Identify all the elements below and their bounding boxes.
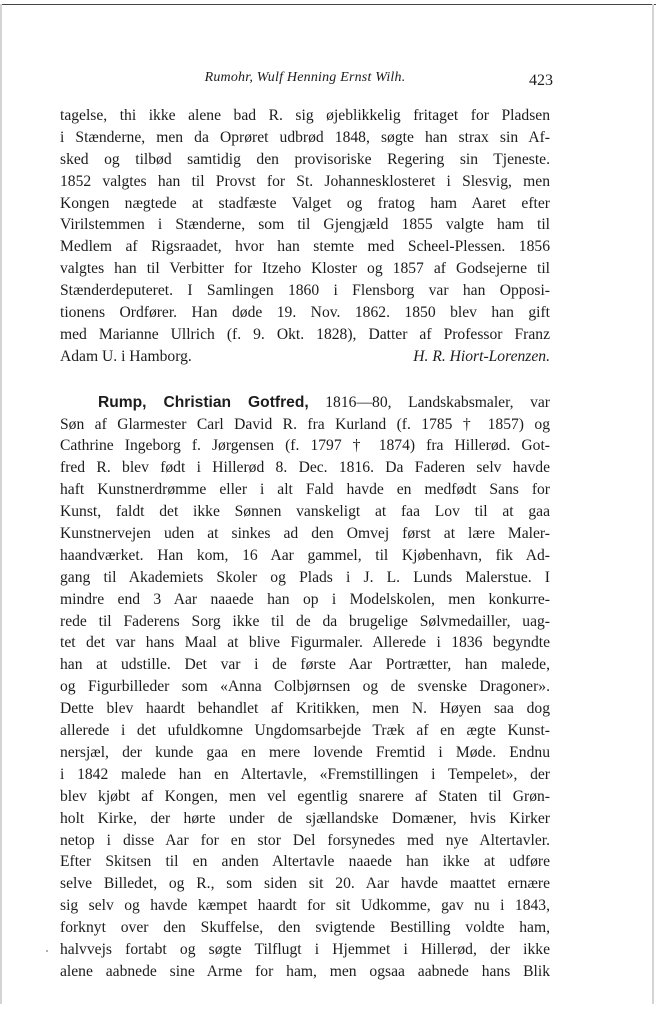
text-line: fred R. blev født i Hillerød 8. Dec. 1816. Da Faderen selv havde xyxy=(60,459,550,477)
text-line: halvvejs fortabt og søgte Tilflugt i Hjemmet i Hillerød, der ikke xyxy=(60,940,550,958)
rump-entry xyxy=(60,392,550,983)
text-line: valgtes han til Verbitter for Itzeho Kloster og 1857 af Godsejerne til xyxy=(60,260,550,278)
closing-line xyxy=(60,346,550,368)
text-line: forknyt over den Skuffelse, den svigtende Bestilling voldte ham, xyxy=(60,919,550,937)
text-line: sked og tilbød samtidig den provisoriske Regering sin Tjeneste. xyxy=(60,150,550,168)
text-line: Kunst, faldt det ikke Sønnen vanskeligt at faa Lov til at gaa xyxy=(60,503,550,521)
text-line: rede til Faderens Sorg ikke til de da brugelige Sølvmedailler, uag- xyxy=(60,612,550,630)
text-line: han at udstille. Det var i de første Aar Portrætter, han malede, xyxy=(60,656,550,674)
text-line: Cathrine Ingeborg f. Jørgensen (f. 1797 † 1874) fra Hillerød. Got- xyxy=(60,437,550,455)
text-line: tet det var hans Maal at blive Figurmaler. Allerede i 1836 begyndte xyxy=(60,634,550,652)
text-line: Kongen nægtede at stadfæste Valget og fratog ham Aaret efter xyxy=(60,194,550,212)
text-line: holt Kirke, der hørte under de sjællandske Domæner, hvis Kirker xyxy=(60,809,550,827)
text-line: i Stænderne, men da Oprøret udbrød 1848, søgte han strax sin Af- xyxy=(60,128,550,146)
entry-heading: Rump, Christian Gotfred, xyxy=(98,393,309,411)
text-line: Adam U. i Hamborg. xyxy=(60,347,192,365)
rumohr-entry-continuation xyxy=(60,105,550,368)
text-line: netop i disse Aar for en stor Del forsynedes med nye Altertavler. xyxy=(60,831,550,849)
text-line: gang til Akademiets Skoler og Plads i J. L. Lunds Malerstue. I xyxy=(60,568,550,586)
text-line: i 1842 malede han en Altertavle, «Fremstillingen i Tempelet», der xyxy=(60,765,550,783)
text-line: med Marianne Ullrich (f. 9. Okt. 1828), Datter af Professor Franz xyxy=(60,325,550,343)
text-line: Søn af Glarmester Carl David R. fra Kurland (f. 1785 † 1857) og xyxy=(60,415,550,433)
text-line: selve Billedet, og R., som siden sit 20. Aar havde maattet ernære xyxy=(60,875,550,893)
scan-speck xyxy=(46,950,48,952)
page-header xyxy=(60,70,553,94)
right-scan-edge xyxy=(652,4,654,1004)
text-line: 1852 valgtes han til Provst for St. Johannesklosteret i Slesvig, men xyxy=(60,172,550,190)
text-line: tagelse, thi ikke alene bad R. sig øjeblikkelig fritaget for Pladsen xyxy=(60,107,550,124)
left-scan-edge xyxy=(0,4,2,1004)
text-line: nersjæl, der kunde gaa en mere lovende Fremtid i Møde. Endnu xyxy=(60,743,550,761)
text-line: blev kjøbt af Kongen, men vel egentlig snarere af Staten til Grøn- xyxy=(60,787,550,805)
text-line: sig selv og havde kæmpet haardt for sit Udkomme, gav nu i 1843, xyxy=(60,897,550,915)
running-head: Rumohr, Wulf Henning Ernst Wilh. xyxy=(204,70,406,85)
entry-first-line xyxy=(60,392,550,414)
text-line: Stænderdeputeret. I Samlingen 1860 i Flensborg var han Opposi- xyxy=(60,282,550,300)
text-line: Dette blev haardt behandlet af Kritikken, men N. Høyen saa dog xyxy=(60,700,550,718)
text-line: alene aabnede sine Arme for ham, men ogsaa aabnede hans Blik xyxy=(60,962,550,980)
page-body xyxy=(60,105,550,983)
text-line: Kunstnervejen uden at sinkes ad den Omvej først at lære Maler- xyxy=(60,525,550,543)
page-number: 423 xyxy=(529,72,553,89)
text-line: haft Kunstnerdrømme eller i alt Fald havde en medfødt Sans for xyxy=(60,481,550,499)
author-signature: H. R. Hiort-Lorenzen. xyxy=(413,347,550,365)
entry-separator xyxy=(60,368,550,392)
text-line: og Figurbilleder som «Anna Colbjørnsen og de svenske Dragoner». xyxy=(60,678,550,696)
text-line: mindre end 3 Aar naaede han op i Modelskolen, men konkurre- xyxy=(60,590,550,608)
text-line: allerede i det ufuldkomne Ungdomsarbejde Træk af en ægte Kunst- xyxy=(60,722,550,740)
text-line: haandværket. Han kom, 16 Aar gammel, til Kjøbenhavn, fik Ad- xyxy=(60,546,550,564)
text-line: Medlem af Rigsraadet, hvor han stemte med Scheel-Plessen. 1856 xyxy=(60,238,550,256)
entry-heading-rest: 1816—80, Landskabsmaler, var xyxy=(308,393,550,411)
text-line: Efter Skitsen til en anden Altertavle naaede han ikke at udføre xyxy=(60,853,550,871)
text-line: tionens Ordfører. Han døde 19. Nov. 1862. 1850 blev han gift xyxy=(60,304,550,322)
page-top-edge xyxy=(0,4,656,5)
text-line: Virilstemmen i Stænderne, som til Gjengjæld 1855 valgte ham til xyxy=(60,216,550,234)
